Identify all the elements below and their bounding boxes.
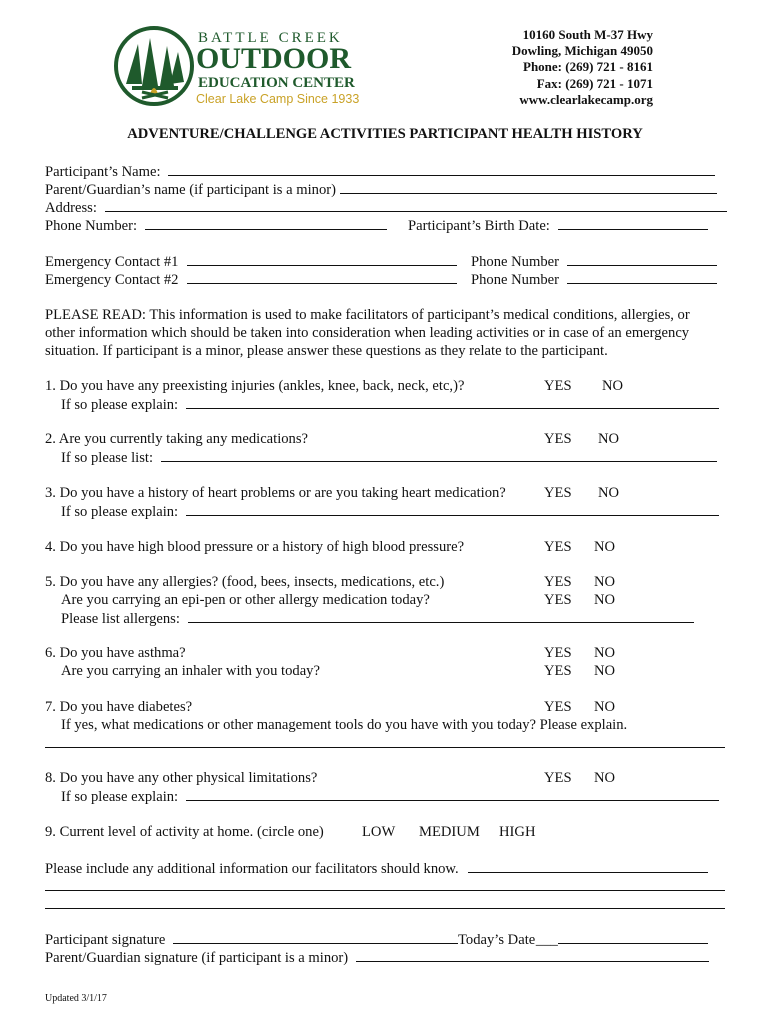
emergency-contact-1-row	[45, 252, 457, 271]
question-8: 8. Do you have any other physical limitations?	[45, 770, 318, 786]
q3-yes-option[interactable]: YES	[544, 485, 572, 501]
q8-yes-option[interactable]: YES	[544, 770, 572, 786]
participant-signature-field[interactable]	[173, 930, 458, 944]
q7-explain-question: If yes, what medications or other management tools do you have with you today? Please explain.	[61, 717, 628, 733]
q2-list-row	[61, 448, 717, 467]
emergency-phone-1-label: Phone Number	[471, 254, 559, 270]
q7-no-option[interactable]: NO	[594, 699, 616, 715]
q2-list-field[interactable]	[161, 448, 717, 462]
logo-line-outdoor: OUTDOOR	[196, 42, 352, 75]
emergency-phone-2-label: Phone Number	[471, 272, 559, 288]
address-city: Dowling, Michigan 49050	[511, 43, 653, 59]
q3-no-option[interactable]: NO	[598, 485, 620, 501]
activity-high-option[interactable]: HIGH	[499, 824, 536, 840]
participant-name-label: Participant’s Name:	[45, 164, 161, 180]
campfire-emblem-icon	[112, 24, 202, 110]
question-5: 5. Do you have any allergies? (food, bees, insects, medications, etc.)	[45, 574, 445, 590]
question-1: 1. Do you have any preexisting injuries (ankles, knee, back, neck, etc,)?	[45, 378, 465, 394]
question-2: 2. Are you currently taking any medications?	[45, 431, 309, 447]
q8-explain-label: If so please explain:	[61, 789, 179, 805]
todays-date-prefix: ___	[535, 932, 558, 948]
logo-line-education-center: EDUCATION CENTER	[198, 75, 355, 91]
address-fax: Fax: (269) 721 - 1071	[536, 75, 653, 91]
question-7: 7. Do you have diabetes?	[45, 699, 193, 715]
q2-yes-option[interactable]: YES	[544, 431, 572, 447]
q5-epipen-question: Are you carrying an epi-pen or other allergy medication today?	[61, 592, 430, 608]
q8-explain-field[interactable]	[186, 787, 719, 801]
q4-yes-option[interactable]: YES	[544, 539, 572, 555]
q5-no-option[interactable]: NO	[594, 574, 616, 590]
emergency-phone-1-field[interactable]	[567, 252, 717, 266]
q4-no-option[interactable]: NO	[594, 539, 616, 555]
todays-date-label: Today’s Date	[458, 932, 536, 948]
q8-explain-row	[61, 787, 719, 806]
guardian-signature-row	[45, 948, 709, 967]
footer-updated: Updated 3/1/17	[45, 993, 107, 1004]
notice-line-3: situation. If participant is a minor, please answer these questions as they relate to the participant.	[45, 343, 608, 359]
q6-inhaler-yes-option[interactable]: YES	[544, 663, 572, 679]
q6-no-option[interactable]: NO	[594, 645, 616, 661]
address-row	[45, 198, 727, 217]
guardian-name-label: Parent/Guardian’s name (if participant is a minor)	[45, 182, 336, 198]
emergency-contact-2-label: Emergency Contact #2	[45, 272, 179, 288]
address-web: www.clearlakecamp.org	[519, 91, 653, 107]
q6-yes-option[interactable]: YES	[544, 645, 572, 661]
emergency-phone-2-field[interactable]	[567, 270, 717, 284]
participant-name-field[interactable]	[168, 162, 715, 176]
organization-logo	[112, 24, 372, 110]
question-9: 9. Current level of activity at home. (circle one)	[45, 824, 324, 840]
q7-explain-field[interactable]	[45, 734, 725, 748]
address-block	[512, 27, 653, 108]
phone-row	[45, 216, 387, 235]
address-field[interactable]	[105, 198, 727, 212]
phone-label: Phone Number:	[45, 218, 138, 234]
question-3: 3. Do you have a history of heart problems or are you taking heart medication?	[45, 485, 506, 501]
additional-info-field-3[interactable]	[45, 895, 725, 909]
question-6: 6. Do you have asthma?	[45, 645, 186, 661]
birth-date-field[interactable]	[558, 216, 708, 230]
q1-explain-row	[61, 395, 719, 414]
emergency-contact-1-field[interactable]	[187, 252, 457, 266]
question-4: 4. Do you have high blood pressure or a history of high blood pressure?	[45, 539, 465, 555]
q6-inhaler-question: Are you carrying an inhaler with you today?	[61, 663, 320, 679]
q1-yes-option[interactable]: YES	[544, 378, 572, 394]
emergency-phone-2-row	[471, 270, 717, 289]
q1-explain-field[interactable]	[186, 395, 719, 409]
q5-allergens-label: Please list allergens:	[61, 611, 180, 627]
participant-signature-row	[45, 930, 708, 949]
q6-inhaler-no-option[interactable]: NO	[594, 663, 616, 679]
participant-signature-label: Participant signature	[45, 932, 166, 948]
activity-medium-option[interactable]: MEDIUM	[419, 824, 480, 840]
emergency-contact-2-field[interactable]	[187, 270, 457, 284]
address-label: Address:	[45, 200, 97, 216]
q7-yes-option[interactable]: YES	[544, 699, 572, 715]
emergency-contact-2-row	[45, 270, 457, 289]
q3-explain-row	[61, 502, 719, 521]
guardian-signature-label: Parent/Guardian signature (if participant is a minor)	[45, 950, 349, 966]
form-title: ADVENTURE/CHALLENGE ACTIVITIES PARTICIPANT HEALTH HISTORY	[127, 126, 643, 142]
todays-date-field[interactable]	[558, 930, 708, 944]
q5-yes-option[interactable]: YES	[544, 574, 572, 590]
notice-line-2: other information which should be taken into consideration when leading activities or in case of an emergency	[45, 325, 690, 341]
logo-line-battle-creek: BATTLE CREEK	[198, 30, 343, 46]
birth-date-label: Participant’s Birth Date:	[408, 218, 550, 234]
address-phone: Phone: (269) 721 - 8161	[523, 59, 653, 75]
guardian-name-field[interactable]	[340, 180, 717, 194]
guardian-name-row	[45, 180, 717, 199]
q5-epipen-yes-option[interactable]: YES	[544, 592, 572, 608]
q8-no-option[interactable]: NO	[594, 770, 616, 786]
q5-allergens-row	[61, 609, 694, 628]
notice-line-1: PLEASE READ: This information is used to make facilitators of participant’s medical conditions, allergies, or	[45, 307, 690, 323]
birth-date-row	[408, 216, 708, 235]
q3-explain-label: If so please explain:	[61, 504, 179, 520]
logo-line-tagline: Clear Lake Camp Since 1933	[196, 92, 360, 106]
guardian-signature-field[interactable]	[356, 948, 709, 962]
q2-no-option[interactable]: NO	[598, 431, 620, 447]
additional-info-field-1[interactable]	[468, 859, 708, 873]
additional-info-label: Please include any additional information our facilitators should know.	[45, 861, 459, 877]
q2-list-label: If so please list:	[61, 450, 154, 466]
q1-no-option[interactable]: NO	[602, 378, 624, 394]
participant-name-row	[45, 162, 715, 181]
activity-low-option[interactable]: LOW	[362, 824, 396, 840]
address-street: 10160 South M-37 Hwy	[522, 27, 653, 42]
phone-field[interactable]	[145, 216, 387, 230]
emergency-contact-1-label: Emergency Contact #1	[45, 254, 179, 270]
q5-allergens-field[interactable]	[188, 609, 694, 623]
additional-info-row	[45, 859, 708, 878]
q3-explain-field[interactable]	[186, 502, 719, 516]
emergency-phone-1-row	[471, 252, 717, 271]
additional-info-field-2[interactable]	[45, 877, 725, 891]
q1-explain-label: If so please explain:	[61, 397, 179, 413]
q5-epipen-no-option[interactable]: NO	[594, 592, 616, 608]
